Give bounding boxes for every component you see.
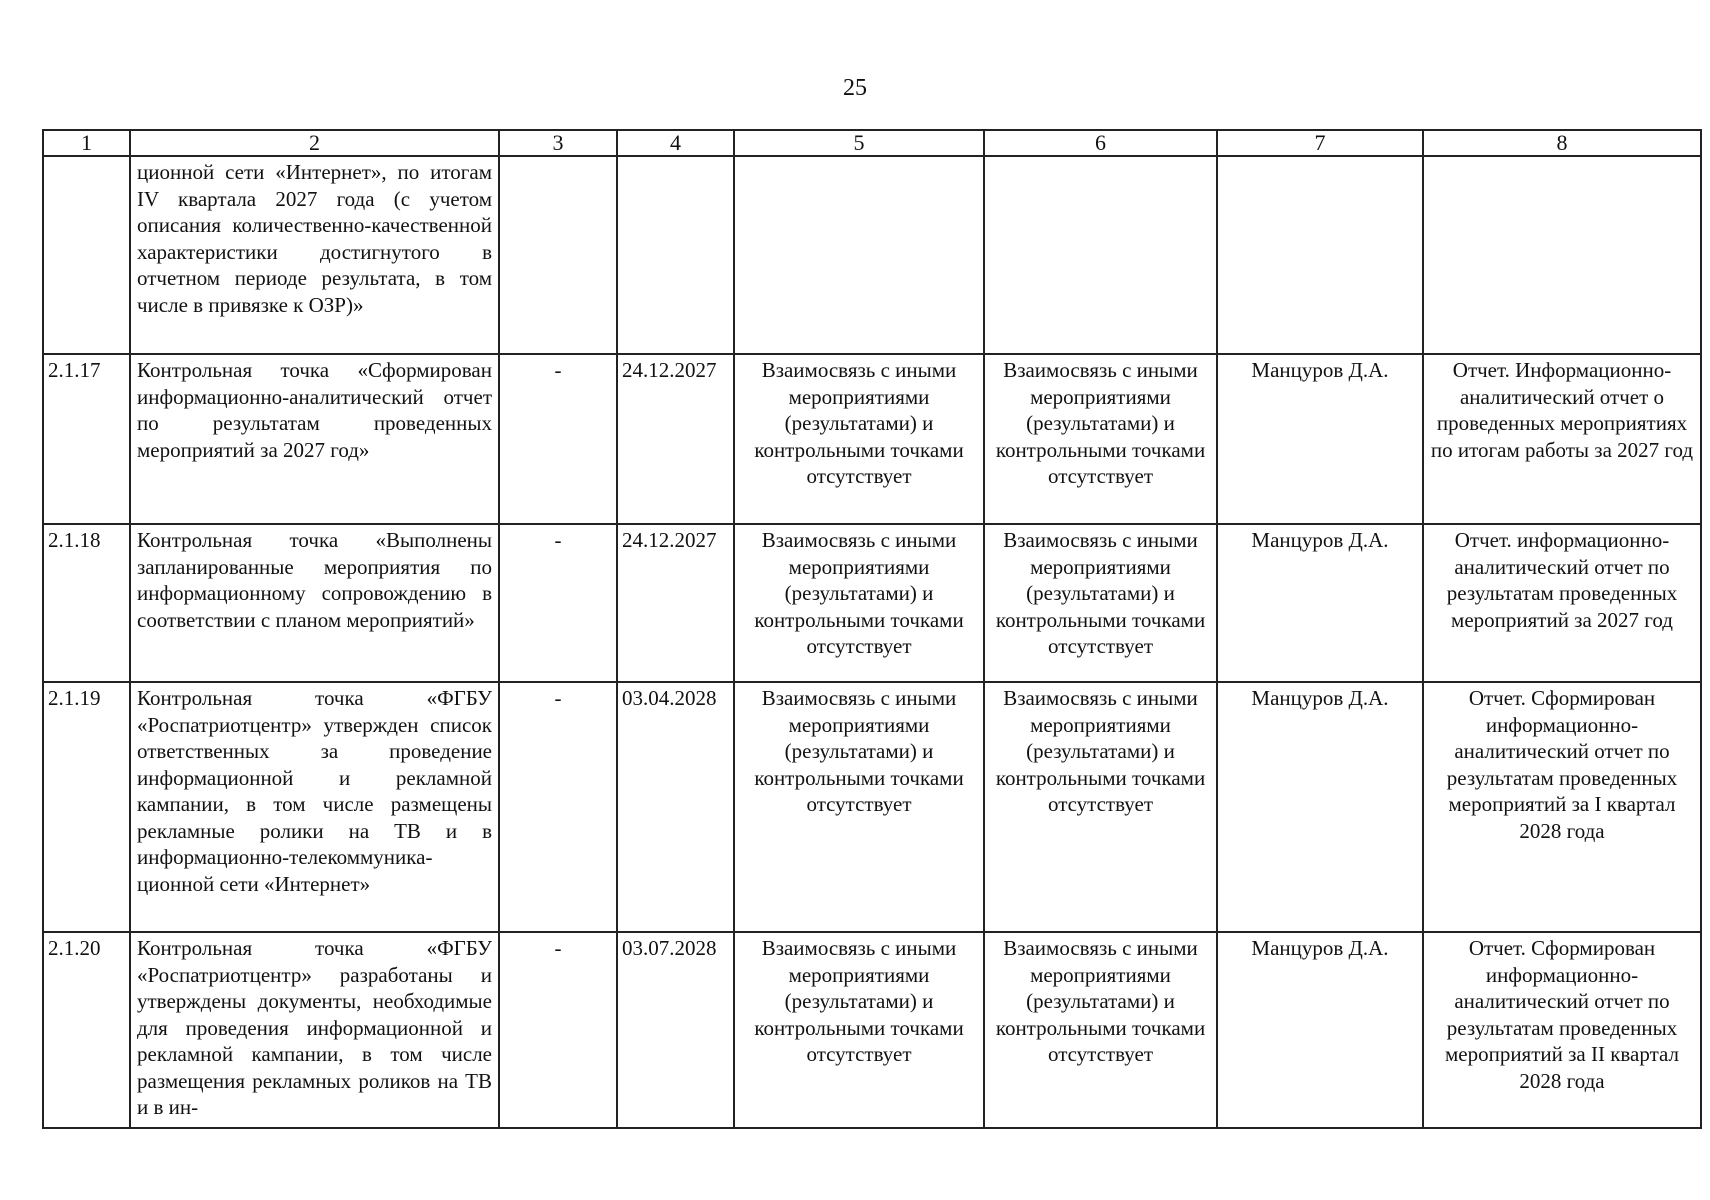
- table-row: [43, 932, 1701, 1128]
- plan-table: [42, 129, 1702, 1129]
- row-responsible: Манцуров Д.А.: [1217, 932, 1423, 1128]
- table-row-continuation: [43, 156, 1701, 354]
- row-flag: -: [499, 682, 617, 932]
- row-report: Отчет. Информационно-аналитический отчет о проведенных мероприятиях по итогам работы за 2027 год: [1423, 354, 1701, 524]
- row-description: Контрольная точка «Выполнены запланированные мероприятия по информационному сопровождению в соответствии с планом мероприятий»: [130, 524, 499, 682]
- row-description: Контрольная точка «ФГБУ «Роспатриотцентр» разработаны и утверждены документы, необходимые для проведения информационной и рекламной кампании, в том числе размещения рекламных роликов на ТВ и в ин-: [130, 932, 499, 1128]
- cell-empty: [1217, 156, 1423, 354]
- cell-empty: [499, 156, 617, 354]
- column-header-6: 6: [984, 130, 1217, 156]
- column-header-2: 2: [130, 130, 499, 156]
- cell-empty: [734, 156, 984, 354]
- row-description: Контрольная точка «ФГБУ «Роспатриотцентр» утвержден список ответственных за проведение информационной и рекламной кампании, в том числе размещены рекламные ролики на ТВ и в информационно-телекоммуника-ционной сети «Интернет»: [130, 682, 499, 932]
- table-row: [43, 524, 1701, 682]
- row-relation-6: Взаимосвязь с иными мероприятиями (результатами) и контрольными точками отсутствует: [984, 682, 1217, 932]
- row-number: 2.1.19: [43, 682, 130, 932]
- column-header-7: 7: [1217, 130, 1423, 156]
- cell-empty: [617, 156, 734, 354]
- row-relation-6: Взаимосвязь с иными мероприятиями (результатами) и контрольными точками отсутствует: [984, 524, 1217, 682]
- row-date: 24.12.2027: [617, 524, 734, 682]
- row-responsible: Манцуров Д.А.: [1217, 354, 1423, 524]
- column-header-1: 1: [43, 130, 130, 156]
- row-report: Отчет. Сформирован информационно-аналитический отчет по результатам проведенных мероприятий за II квартал 2028 года: [1423, 932, 1701, 1128]
- column-header-4: 4: [617, 130, 734, 156]
- row-description: Контрольная точка «Сформирован информационно-аналитический отчет по результатам проведенных мероприятий за 2027 год»: [130, 354, 499, 524]
- column-number-row: [43, 130, 1701, 156]
- row-number: 2.1.17: [43, 354, 130, 524]
- row-report: Отчет. Сформирован информационно-аналитический отчет по результатам проведенных мероприятий за I квартал 2028 года: [1423, 682, 1701, 932]
- row-report: Отчет. информационно-аналитический отчет по результатам проведенных мероприятий за 2027 год: [1423, 524, 1701, 682]
- row-relation-5: Взаимосвязь с иными мероприятиями (результатами) и контрольными точками отсутствует: [734, 932, 984, 1128]
- table-row: [43, 354, 1701, 524]
- row-number: 2.1.20: [43, 932, 130, 1128]
- row-date: 03.04.2028: [617, 682, 734, 932]
- row-responsible: Манцуров Д.А.: [1217, 524, 1423, 682]
- row-relation-6: Взаимосвязь с иными мероприятиями (результатами) и контрольными точками отсутствует: [984, 354, 1217, 524]
- row-number: 2.1.18: [43, 524, 130, 682]
- cell-empty: [1423, 156, 1701, 354]
- row-relation-6: Взаимосвязь с иными мероприятиями (результатами) и контрольными точками отсутствует: [984, 932, 1217, 1128]
- row-date: 24.12.2027: [617, 354, 734, 524]
- cell-description: ционной сети «Интернет», по итогам IV квартала 2027 года (с учетом описания количественно-качественной характеристики достигнутого в отчетном периоде результата, в том числе в привязке к ОЗР)»: [130, 156, 499, 354]
- row-flag: -: [499, 354, 617, 524]
- column-header-5: 5: [734, 130, 984, 156]
- row-relation-5: Взаимосвязь с иными мероприятиями (результатами) и контрольными точками отсутствует: [734, 682, 984, 932]
- column-header-8: 8: [1423, 130, 1701, 156]
- row-date: 03.07.2028: [617, 932, 734, 1128]
- row-flag: -: [499, 932, 617, 1128]
- row-relation-5: Взаимосвязь с иными мероприятиями (результатами) и контрольными точками отсутствует: [734, 354, 984, 524]
- table-row: [43, 682, 1701, 932]
- row-relation-5: Взаимосвязь с иными мероприятиями (результатами) и контрольными точками отсутствует: [734, 524, 984, 682]
- cell-empty: [984, 156, 1217, 354]
- row-flag: -: [499, 524, 617, 682]
- cell-number: [43, 156, 130, 354]
- page-number: 25: [843, 75, 867, 101]
- row-responsible: Манцуров Д.А.: [1217, 682, 1423, 932]
- column-header-3: 3: [499, 130, 617, 156]
